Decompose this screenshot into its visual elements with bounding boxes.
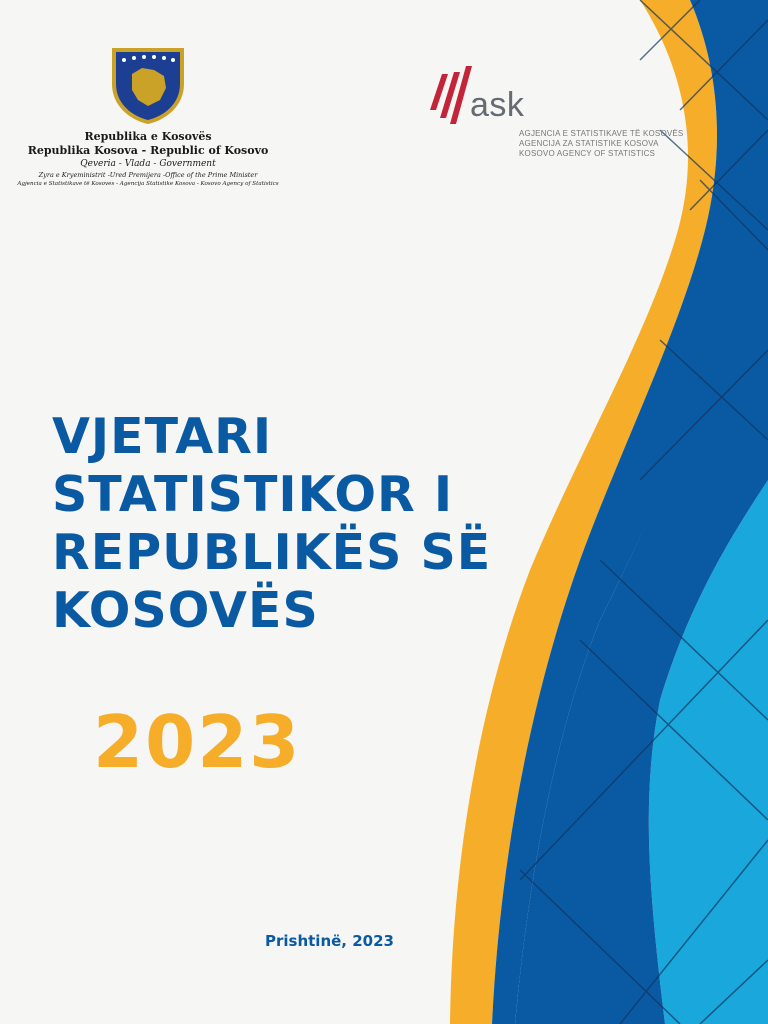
agency-name-sq: AGJENCIA E STATISTIKAVE TË KOSOVËS <box>519 129 684 138</box>
gov-line-government: Qeveria - Vlada - Government <box>80 159 216 169</box>
title-line-2: STATISTIKOR I <box>52 466 454 523</box>
agency-subtitle <box>519 129 683 159</box>
agency-name-sr: AGENCIJA ZA STATISTIKE KOSOVA <box>519 139 659 148</box>
government-header <box>0 130 296 189</box>
publication-year: 2023 <box>93 700 302 784</box>
title-line-1: VJETARI <box>52 408 273 465</box>
document-title <box>52 408 612 640</box>
kosovo-emblem-icon <box>108 44 188 126</box>
gov-line-agency: Agjencia e Statistikave të Kosoves - Agencija Statistike Kosova - Kosovo Agency of Statistics <box>17 181 279 187</box>
gov-line-republic-sq: Republika e Kosovës <box>84 130 212 143</box>
gov-line-republic-sr-en: Republika Kosova - Republic of Kosovo <box>27 144 269 157</box>
title-line-4: KOSOVËS <box>52 582 319 639</box>
place-and-date: Prishtinë, 2023 <box>265 932 394 950</box>
title-line-3: REPUBLIKËS SË <box>52 524 492 581</box>
agency-name-en: KOSOVO AGENCY OF STATISTICS <box>519 149 656 158</box>
ask-logo-text: ask <box>470 86 525 124</box>
gov-line-office: Zyra e Kryeministrit -Ured Premijera -Office of the Prime Minister <box>38 171 258 179</box>
